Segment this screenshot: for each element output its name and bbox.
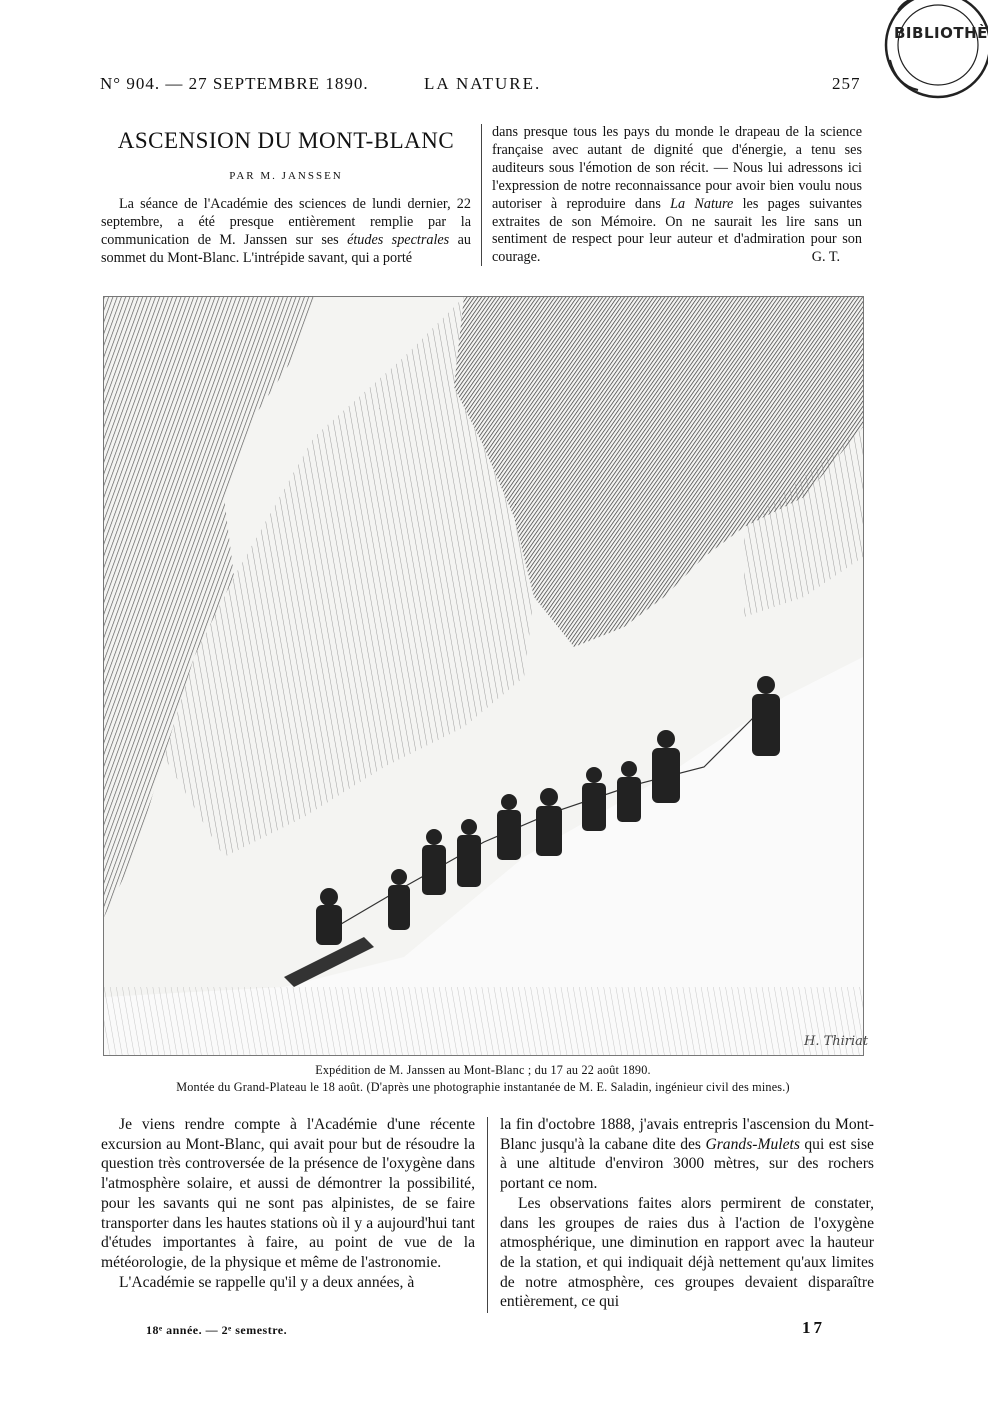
intro-paragraph: [101, 196, 471, 268]
header-journal-title: LA NATURE.: [424, 74, 542, 93]
column-divider-bottom: [487, 1117, 488, 1313]
body-paragraph-3: [500, 1115, 874, 1194]
intro-text-cont: au sommet du Mont-Blanc. L'intrépide savant, qui a porté: [101, 231, 471, 266]
article-title: ASCENSION DU MONT-BLANC: [117, 128, 455, 153]
header-page-number: 257: [832, 74, 861, 93]
journal-name-emphasis: La Nature: [670, 195, 734, 212]
figure-caption-line2: Montée du Grand-Plateau le 18 août. (D'après une photographie instantanée de M. E. Saladin, ingénieur civil des mines.): [176, 1080, 790, 1094]
header-issue: N° 904. — 27 SEPTEMBRE 1890.: [100, 74, 369, 93]
body-paragraph-4: Les observations faites alors permirent de constater, dans les groupes de raies dus à l'action de l'oxygène atmosphérique, une diminution en rapport avec la hauteur de la station, et qui indiquait déjà nettement qu'aux limites de notre atmosphère, ces groupes devaient disparaître entièrement, ce qui: [500, 1194, 874, 1311]
mountain-expedition-engraving: [104, 297, 869, 1055]
body-text-cont: qui est sise à une altitude d'environ 3000 mètres, sur des rochers portant ce nom.: [500, 1135, 874, 1193]
intro-text: La séance de l'Académie des sciences de lundi dernier, 22 septembre, a été presque entièrement remplie par la communication de M. Janssen sur ses: [101, 196, 471, 248]
intro-column-left: [101, 196, 471, 268]
editor-signature: G. T.: [811, 249, 840, 266]
engraving-illustration: [103, 296, 869, 1056]
artist-signature: H. Thiriat: [804, 1034, 869, 1049]
intro-emphasis: études spectrales: [347, 231, 450, 248]
library-stamp: [868, 0, 988, 110]
stamp-text: BIBLIOTHÈ: [894, 24, 988, 42]
figure-caption-line1: Expédition de M. Janssen au Mont-Blanc ; du 17 au 22 août 1890.: [315, 1063, 651, 1077]
intro-column-right: [492, 124, 862, 267]
body-paragraph-2: L'Académie se rappelle qu'il y a deux années, à: [119, 1273, 415, 1291]
body-column-right: [500, 1115, 874, 1312]
body-paragraph-1: Je viens rendre compte à l'Académie d'une récente excursion au Mont-Blanc, qui avait pour but de résoudre la question très controversée de la présence de l'oxygène dans l'atmosphère solaire, et aussi de démontrer la possibilité, pour les savants qui ne sont pas alpinistes, de se faire transporter dans les hautes stations où il y a aujourd'hui tant d'études importantes à faire, au point de vue de la météorologie, de la physique et même de l'astronomie.: [101, 1116, 475, 1271]
body-column-left: [101, 1115, 475, 1292]
column-divider: [481, 124, 482, 266]
intro-right-text: dans presque tous les pays du monde le drapeau de la science française avec autant de dignité que d'énergie, a tenu ses auditeurs sous l'émotion de son récit. — Nous lui adressons ici l'expression de notre reconnaissance pour avoir bien voulu nous autoriser à reproduire dans: [492, 124, 862, 212]
footer-volume: 18ᵉ année. — 2ᵉ semestre.: [146, 1323, 288, 1337]
article-byline: PAR M. JANSSEN: [229, 170, 343, 182]
body-text: la fin d'octobre 1888, j'avais entrepris l'ascension du Mont-Blanc jusqu'à la cabane dite des: [500, 1116, 874, 1153]
snow-foreground-texture: [104, 987, 863, 1055]
climber-figure: [388, 869, 410, 930]
footer-signature-number: 17: [802, 1318, 825, 1337]
intro-paragraph-continued: [492, 124, 862, 267]
stamp-seal-icon: [868, 0, 978, 110]
place-emphasis: Grands-Mulets: [705, 1135, 800, 1153]
intro-right-text-cont: les pages suivantes extraites de son Mémoire. On ne saurait les lire sans un sentiment de respect pour leur auteur et d'admiration pour son courage.: [492, 195, 862, 266]
